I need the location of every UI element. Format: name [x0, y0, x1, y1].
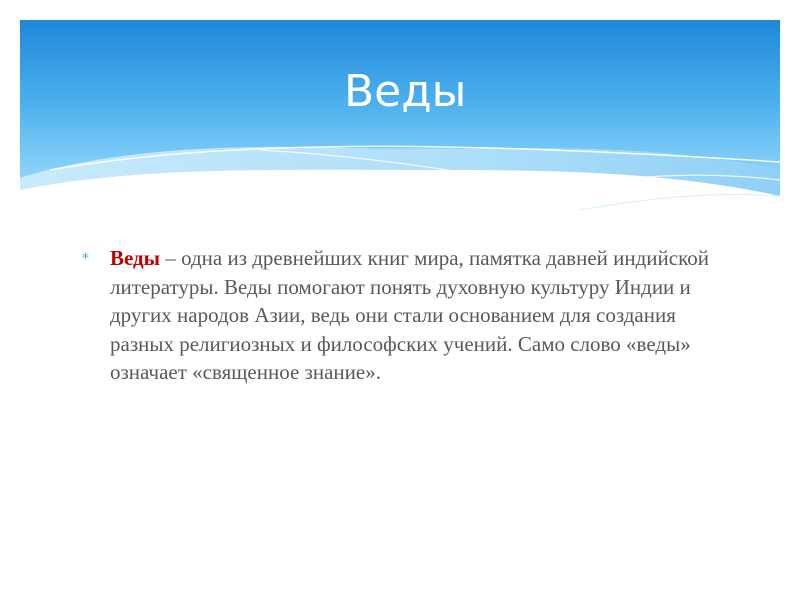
- asterisk-bullet-icon: *: [82, 251, 89, 267]
- header-wave-background: [20, 20, 780, 240]
- bullet-list: [82, 244, 722, 387]
- paragraph-text: – одна из древнейших книг мира, памятка давней индийской литературы. Веды помогают понять духовную культуру Индии и других народов Азии, ведь они стали основанием для создания разных религиозных и философских учений. Само слово «веды» означает «священное знание».: [110, 246, 709, 385]
- slide: [20, 20, 780, 600]
- term-highlight: Веды: [110, 246, 161, 270]
- slide-title: Веды: [344, 66, 467, 117]
- bullet-paragraph: [82, 244, 722, 387]
- header-wave-line-4: [580, 195, 780, 210]
